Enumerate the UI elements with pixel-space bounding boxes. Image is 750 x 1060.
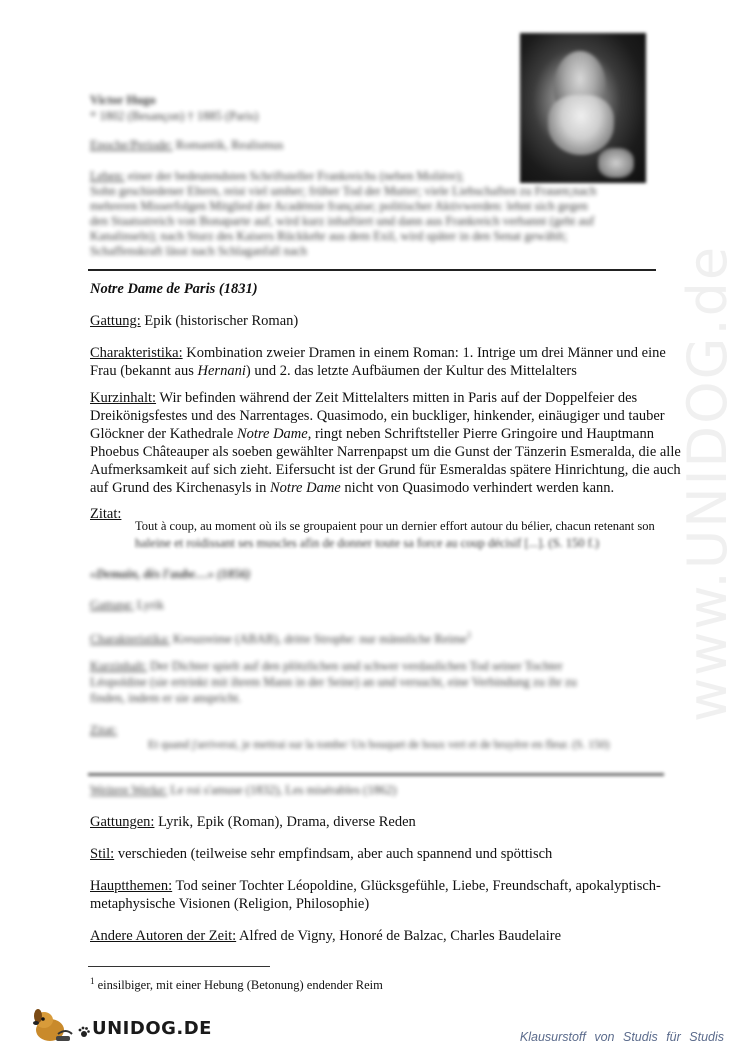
unidog-logo[interactable] (30, 1008, 212, 1044)
themes-value: Tod seiner Tochter Léopoldine, Glücksgefühle, Liebe, Freundschaft, apokalyptisch- (175, 878, 661, 894)
work2-char-value: Kreuzreime (ABAB), dritte Strophe: nur männliche Reime (172, 632, 467, 647)
authors-label: Andere Autoren der Zeit: (90, 928, 237, 944)
epoch-value: Romantik, Realismus (175, 138, 284, 152)
life-line: Kanalinseln); nach Sturz des Kaisers Rückkehr aus dem Exil, wird später in den Senat gewählt; (90, 229, 568, 243)
work2-summary-line (90, 658, 563, 675)
paw-icon (78, 1026, 90, 1038)
work2-genre-label: Gattung: (90, 598, 134, 612)
work1-summary-line (90, 425, 654, 444)
work1-genre-value: Epik (historischer Roman) (144, 313, 299, 329)
life-line: Sohn geschiedener Eltern, reist viel umher; früher Tod der Mutter; viele Liebschaften zu Frauen;nach (90, 184, 597, 198)
work1-char-text: Kombination zweier Dramen in einem Roman: 1. Intrige um drei Männer und eine (186, 345, 666, 361)
work1-char-text: Frau (bekannt aus (90, 363, 198, 379)
work2-summary-text: Der Dichter spielt auf den plötzlichen und schwer verdaulichen Tod seiner Tochter (150, 659, 563, 673)
work2-genre (90, 597, 164, 614)
work1-summary-emph: Notre Dame (236, 426, 308, 442)
style-label: Stil: (90, 846, 115, 862)
footnote (90, 972, 383, 995)
epoch-label: Epoche/Periode: (90, 138, 173, 152)
themes-line: metaphysische Visionen (Religion, Philosophie) (90, 896, 370, 912)
work1-quote-line: haleine et roidissant ses muscles afin de donner toute sa force au coup décisif [...]. (S. 150 f.) (135, 536, 600, 550)
genres-row (90, 813, 416, 832)
work2-quote-label: Zitat: (90, 723, 118, 737)
epoch-row (90, 137, 283, 154)
work1-summary-line: Phoebus Châteauper als soeben gewählter Narrenpapst um die Gunst der Tänzerin Esmeralda, die alle (90, 444, 681, 460)
work1-quote-label: Zitat: (90, 506, 122, 522)
author-dates: * 1802 (Besançon) † 1885 (Paris) (90, 109, 259, 123)
work1-summary-text: , ringt neben Schriftsteller Pierre Gringoire und Hauptmann (307, 426, 654, 442)
work1-summary-emph: Notre Dame (270, 480, 341, 496)
work2-genre-value: Lyrik (136, 598, 164, 612)
life-line: einer der bedeutendsten Schriftsteller Frankreichs (neben Molière); (127, 169, 464, 183)
dog-icon (30, 1008, 74, 1044)
footnote-rule (88, 966, 270, 967)
work2-summary-line: Léopoldine (sie ertrinkt mit ihrem Mann in der Seine) an und versucht, eine Verbindung zu ihr zu (90, 675, 577, 689)
work2-summary-label: Kurzinhalt: (90, 659, 147, 673)
life-line: den Staatsstreich von Bonaparte auf, wird kurz inhaftiert und dann aus Frankreich verbannt (geht auf (90, 214, 595, 228)
work1-title: Notre Dame de Paris (1831) (90, 281, 258, 297)
work1-genre (90, 312, 298, 331)
authors-row (90, 927, 561, 946)
life-line: Schaffenskraft lässt nach Schlaganfall nach (90, 244, 308, 258)
footnote-text: einsilbiger, mit einer Hebung (Betonung) endender Reim (97, 978, 383, 993)
work1-summary-label: Kurzinhalt: (90, 390, 157, 406)
author-name: Victor Hugo (90, 93, 156, 107)
logo-text: UNIDOG.DE (92, 1018, 212, 1039)
life-label: Leben: (90, 169, 125, 183)
work1-summary-text: nicht von Quasimodo verhindert werden kann. (340, 480, 615, 496)
work1-char-label: Charakteristika: (90, 345, 183, 361)
themes-label: Hauptthemen: (90, 878, 173, 894)
section-divider (88, 269, 656, 271)
watermark: www.UNIDOG.de (676, 244, 739, 722)
footnote-number: 1 (90, 976, 95, 986)
authors-value: Alfred de Vigny, Honoré de Balzac, Charles Baudelaire (238, 928, 562, 944)
portrait-beard (548, 95, 614, 155)
author-portrait (520, 33, 646, 183)
genres-value: Lyrik, Epik (Roman), Drama, diverse Reden (158, 814, 416, 830)
footer-tagline: Klausurstoff von Studis für Studis (519, 1030, 724, 1044)
work1-quote-line: Tout à coup, au moment où ils se groupaient pour un dernier effort autour du bélier, chacun retenant son (135, 519, 655, 533)
work1-char-emph: Hernani (197, 363, 246, 379)
work1-genre-label: Gattung: (90, 313, 141, 329)
work2-summary-line: finden, indem er sie anspricht. (90, 691, 242, 705)
work2-char-label: Charakteristika: (90, 632, 170, 647)
work1-char-line (90, 344, 666, 363)
genres-label: Gattungen: (90, 814, 155, 830)
life-line: mehreren Misserfolgen Mitglied der Académie française; politischer Aktivwerden: lehnt sich gegen (90, 199, 588, 213)
work2-char (90, 627, 471, 648)
further-works-label: Weitere Werke: (90, 783, 168, 797)
footnote-ref: 1 (466, 630, 472, 640)
work2-title: «Demain, dès l'aube…» (1856) (90, 567, 251, 581)
work1-summary-line (90, 479, 614, 498)
work1-summary-line: Aufmerksamkeit auf sich zieht. Eifersucht ist der Grund für Esmeraldas spätere Hinrichtung, die auch (90, 462, 681, 478)
work1-summary-line (90, 389, 637, 408)
work1-char-line (90, 362, 577, 381)
further-works (90, 782, 397, 799)
work1-summary-text: auf Grund des Kirchenasyls in (90, 480, 270, 496)
style-value: verschieden (teilweise sehr empfindsam, aber auch spannend und spöttisch (117, 846, 553, 862)
work1-summary-line: Dreikönigsfestes und des Narrentages. Quasimodo, ein buckliger, hinkender, einäugiger und tauber (90, 408, 665, 424)
themes-row (90, 877, 661, 896)
work1-summary-text: Wir befinden während der Zeit Mittelalters mitten in Paris auf der Doppelfeier des (159, 390, 638, 406)
work1-char-text: ) und 2. das letzte Aufbäumen der Kultur des Mittelalters (245, 363, 577, 379)
portrait-hand (598, 148, 634, 178)
further-works-value: Le roi s'amuse (1832), Les misérables (1862) (170, 783, 397, 797)
section-divider (88, 773, 664, 776)
style-row (90, 845, 552, 864)
work1-summary-text: Glöckner der Kathedrale (90, 426, 237, 442)
work2-quote-line: Et quand j'arriverai, je mettrai sur la tombe/ Un bouquet de houx vert et de bruyère en fleur. (S. 150) (148, 739, 610, 751)
